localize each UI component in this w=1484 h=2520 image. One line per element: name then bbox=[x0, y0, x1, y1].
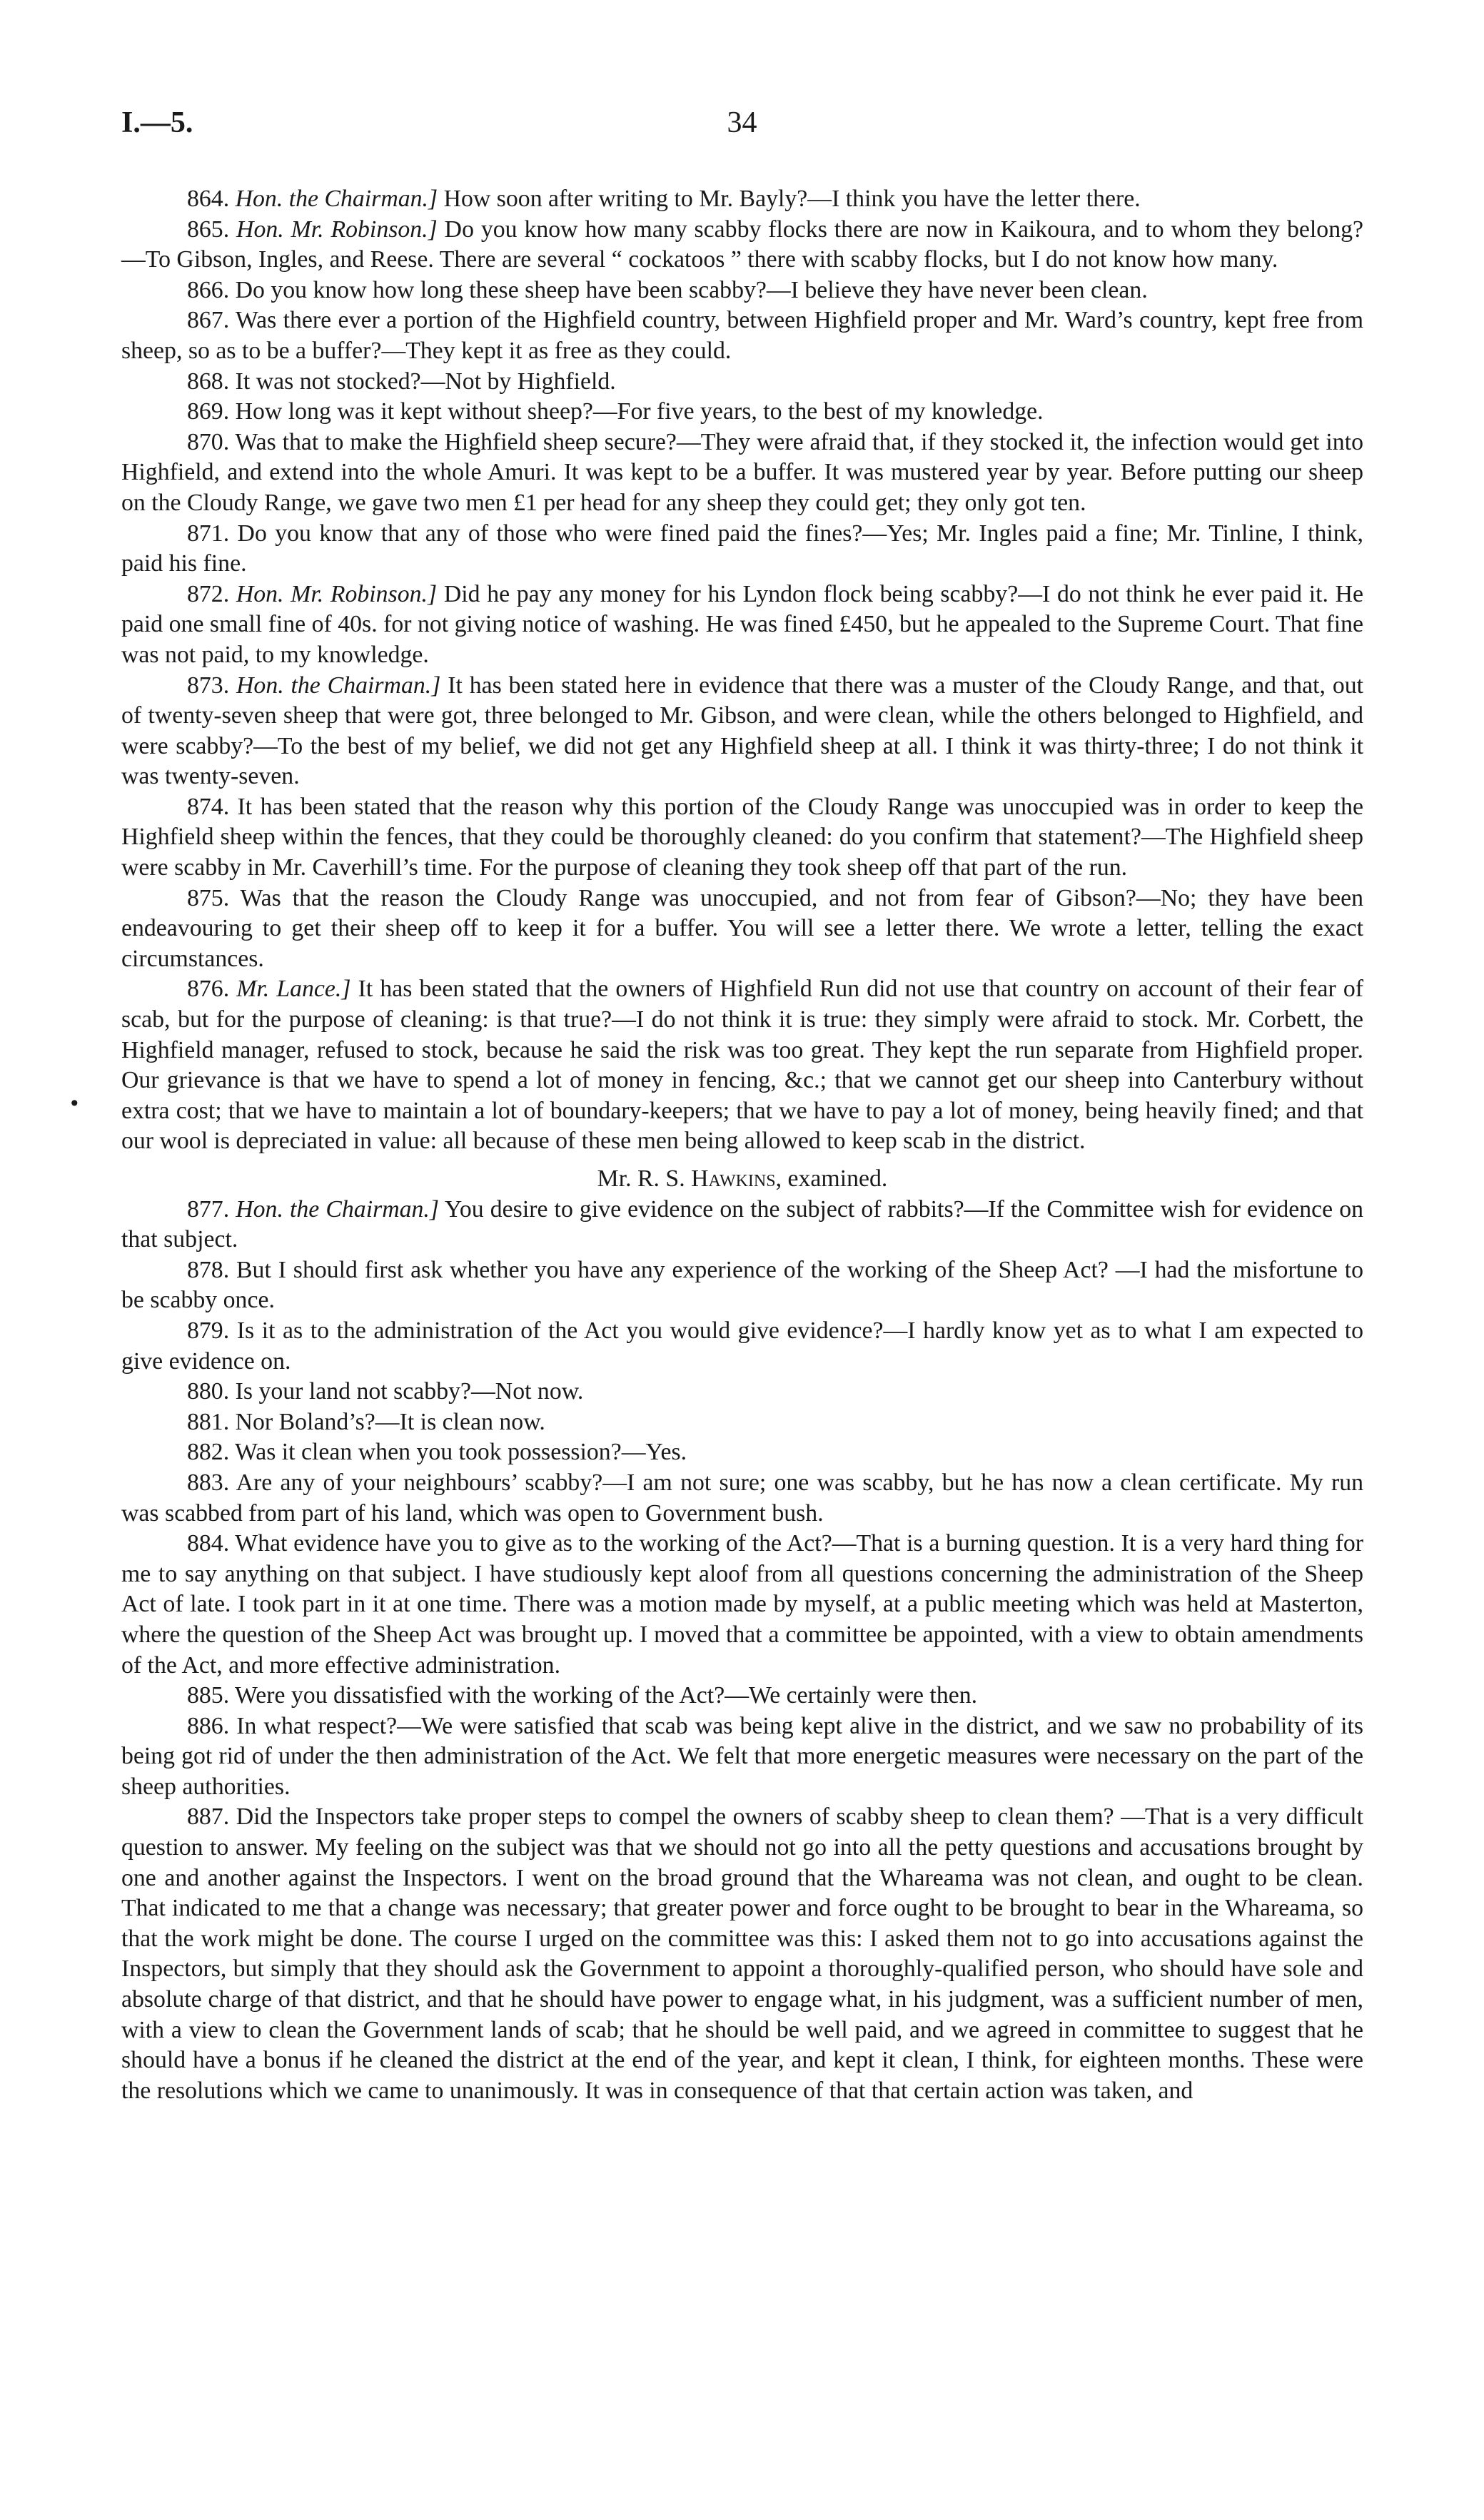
question-text: Was it clean when you took possession?—Yes. bbox=[235, 1439, 687, 1466]
question-paragraph bbox=[121, 367, 1363, 398]
margin-mark: • bbox=[69, 1092, 81, 1115]
question-text: In what respect?—We were satisfied that scab was being kept alive in the district, and we saw no probability of its being got rid of under the then administration of the Act. We felt that more energetic measures were necessary on the part of the sheep authorities. bbox=[121, 1712, 1363, 1800]
question-paragraph bbox=[121, 427, 1363, 519]
question-text: Were you dissatisfied with the working of the Act?—We certainly were then. bbox=[235, 1682, 978, 1709]
question-paragraph bbox=[121, 671, 1363, 792]
question-text: Do you know that any of those who were fined paid the fines?—Yes; Mr. Ingles paid a fine; Mr. Tinline, I think, paid his fine. bbox=[121, 520, 1363, 577]
speaker-name: Hon. the Chairman.] bbox=[235, 186, 438, 212]
evidence-section-1 bbox=[121, 184, 1363, 1157]
question-paragraph bbox=[121, 184, 1363, 215]
question-number: 877. bbox=[187, 1195, 230, 1223]
question-number: 886. bbox=[187, 1712, 230, 1739]
question-paragraph bbox=[121, 1529, 1363, 1681]
witness-prefix: Mr. R. S. bbox=[597, 1165, 685, 1192]
question-text: Is it as to the administration of the Act you would give evidence?—I hardly know yet as to what I am expected to give evidence on. bbox=[121, 1317, 1364, 1375]
speaker-name: Hon. the Chairman.] bbox=[236, 1195, 440, 1223]
question-text: Are any of your neighbours’ scabby?—I am not sure; one was scabby, but he has now a clean certificate. My run was scabbed from part of his land, which was open to Government bush. bbox=[121, 1469, 1363, 1527]
question-number: 883. bbox=[187, 1469, 230, 1496]
question-paragraph bbox=[121, 1711, 1363, 1803]
question-text: It has been stated that the owners of Highfield Run did not use that country on account of their fear of scab, but for the purpose of cleaning: is that true?—I do not think it is true: they simply were afraid to stock. Mr. Corbett, the Highfield manager, refused to stock, because he said the risk was too great. They kept the run separate from Highfield proper. Our grievance is that we have to spend a lot of money in fencing, &c.; that we cannot get our sheep into Canterbury without extra cost; that we have to maintain a lot of boundary-keepers; that we have to pay a lot of money, being heavily fined; and that our wool is depreciated in value: all because of these men being allowed to keep scab in the district. bbox=[121, 976, 1363, 1155]
page-number: 34 bbox=[727, 106, 757, 139]
question-number: 866. bbox=[187, 276, 230, 303]
question-text: You desire to give evidence on the subject of rabbits?—If the Committee wish for evidence on that subject. bbox=[121, 1195, 1364, 1253]
question-paragraph bbox=[121, 215, 1363, 275]
question-number: 865. bbox=[187, 216, 230, 243]
witness-suffix: , examined. bbox=[775, 1165, 888, 1192]
question-paragraph bbox=[121, 1316, 1363, 1377]
question-number: 880. bbox=[187, 1378, 230, 1405]
question-number: 878. bbox=[187, 1256, 230, 1283]
question-paragraph bbox=[121, 1195, 1363, 1255]
question-text: But I should first ask whether you have any experience of the working of the Sheep Act? —I had the misfortune to be scabby once. bbox=[121, 1256, 1363, 1314]
speaker-name: Hon. Mr. Robinson.] bbox=[236, 580, 438, 607]
question-paragraph bbox=[121, 397, 1363, 427]
question-paragraph bbox=[121, 1437, 1363, 1468]
question-paragraph bbox=[121, 580, 1363, 671]
page-header bbox=[121, 106, 1363, 156]
question-text: Did the Inspectors take proper steps to compel the owners of scabby sheep to clean them? —That is a very difficult question to answer. My feeling on the subject was that we should not go into all the petty questions and accusations brought by one and another against the Inspectors. I went on the broad ground that the Whareama was not clean, and ought to be clean. That indicated to me that a change was necessary; that greater power and force ought to be brought to bear in the Whareama, so that the work might be done. The course I urged on the committee was this: I asked them not to go into accusations against the Inspectors, but simply that they should ask the Government to appoint a thoroughly-qualified person, who should have sole and absolute charge of that district, and that he should have power to engage what, in his judgment, was a sufficient number of men, with a view to clean the Government lands of scab; that he should be well paid, and we agreed in committee to suggest that he should have a bonus if he cleaned the district at the end of the year, and kept it clean, I think, for eighteen months. These were the resolutions which we came to unanimously. It was in consequence of that that certain action was taken, and bbox=[121, 1803, 1363, 2104]
question-text: Nor Boland’s?—It is clean now. bbox=[235, 1408, 545, 1435]
question-text: How soon after writing to Mr. Bayly?—I think you have the letter there. bbox=[443, 186, 1141, 212]
question-text: Did he pay any money for his Lyndon flock being scabby?—I do not think he ever paid it. He paid one small fine of 40s. for not giving notice of washing. He was fined £450, but he appealed to the Supreme Court. That fine was not paid, to my knowledge. bbox=[121, 580, 1364, 668]
question-text: How long was it kept without sheep?—For five years, to the best of my knowledge. bbox=[235, 398, 1044, 425]
speaker-name: Mr. Lance.] bbox=[236, 976, 351, 1003]
evidence-section-2 bbox=[121, 1195, 1363, 2107]
question-number: 882. bbox=[187, 1439, 230, 1466]
question-paragraph bbox=[121, 1468, 1363, 1529]
speaker-name: Hon. the Chairman.] bbox=[236, 672, 441, 699]
question-text: Do you know how long these sheep have been scabby?—I believe they have never been clean. bbox=[235, 276, 1148, 303]
question-number: 884. bbox=[187, 1530, 230, 1557]
question-number: 881. bbox=[187, 1408, 230, 1435]
question-number: 887. bbox=[187, 1803, 230, 1831]
question-text: Was that to make the Highfield sheep secure?—They were afraid that, if they stocked it, the infection would get into Highfield, and extend into the whole Amuri. It was kept to be a buffer. It was mustered year by year. Before putting our sheep on the Cloudy Range, we gave two men £1 per head for any sheep they could get; they only got ten. bbox=[121, 428, 1363, 516]
document-reference: I.—5. bbox=[121, 106, 193, 139]
question-text: What evidence have you to give as to the working of the Act?—That is a burning question. It is a very hard thing for me to say anything on that subject. I have studiously kept aloof from all questions concerning the administration of the Sheep Act of late. I took part in it at one time. There was a motion made by myself, at a public meeting which was held at Masterton, where the question of the Sheep Act was brought up. I moved that a committee be appointed, with a view to obtain amendments of the Act, and more effective administration. bbox=[121, 1530, 1363, 1679]
question-number: 873. bbox=[187, 672, 230, 699]
witness-name: Hawkins bbox=[691, 1165, 776, 1192]
question-paragraph bbox=[121, 1681, 1363, 1711]
question-number: 864. bbox=[187, 186, 230, 212]
question-number: 869. bbox=[187, 398, 230, 425]
question-number: 875. bbox=[187, 884, 230, 911]
question-paragraph bbox=[121, 1802, 1363, 2106]
question-number: 879. bbox=[187, 1317, 230, 1344]
witness-heading bbox=[121, 1164, 1363, 1195]
question-number: 868. bbox=[187, 368, 230, 395]
question-text: Do you know how many scabby flocks there are now in Kaikoura, and to whom they belong?—To Gibson, Ingles, and Reese. There are several “ cockatoos ” there with scabby flocks, but I do not know how many. bbox=[121, 216, 1363, 273]
question-paragraph bbox=[121, 1377, 1363, 1407]
question-number: 876. bbox=[187, 976, 230, 1003]
question-number: 870. bbox=[187, 428, 230, 455]
question-paragraph bbox=[121, 519, 1363, 580]
speaker-name: Hon. Mr. Robinson.] bbox=[236, 216, 438, 243]
question-paragraph bbox=[121, 792, 1363, 884]
question-paragraph bbox=[121, 305, 1363, 366]
question-number: 874. bbox=[187, 793, 230, 820]
evidence-text bbox=[121, 184, 1363, 2106]
question-text: It was not stocked?—Not by Highfield. bbox=[235, 368, 616, 395]
question-text: Is your land not scabby?—Not now. bbox=[235, 1378, 584, 1405]
question-paragraph bbox=[121, 275, 1363, 306]
question-text: It has been stated that the reason why this portion of the Cloudy Range was unoccupied was in order to keep the Highfield sheep within the fences, that they could be thoroughly cleaned: do you confirm that statement?—The Highfield sheep were scabby in Mr. Caverhill’s time. For the purpose of cleaning they took sheep off that part of the run. bbox=[121, 793, 1363, 881]
question-paragraph bbox=[121, 974, 1363, 1157]
question-paragraph bbox=[121, 884, 1363, 975]
question-number: 871. bbox=[187, 520, 230, 547]
question-number: 885. bbox=[187, 1682, 230, 1709]
question-text: Was there ever a portion of the Highfield country, between Highfield proper and Mr. Ward’s country, kept free from sheep, so as to be a buffer?—They kept it as free as they could. bbox=[121, 307, 1363, 364]
question-text: Was that the reason the Cloudy Range was unoccupied, and not from fear of Gibson?—No; they have been endeavouring to get their sheep off to keep it for a buffer. You will see a letter there. We wrote a letter, telling the exact circumstances. bbox=[121, 884, 1363, 972]
question-paragraph bbox=[121, 1255, 1363, 1316]
question-paragraph bbox=[121, 1407, 1363, 1438]
question-number: 867. bbox=[187, 307, 230, 334]
question-text: It has been stated here in evidence that there was a muster of the Cloudy Range, and that, out of twenty-seven sheep that were got, three belonged to Mr. Gibson, and were clean, while the others belonged to Highfield, and were scabby?—To the best of my belief, we did not get any Highfield sheep at all. I think it was thirty-three; I do not think it was twenty-seven. bbox=[121, 672, 1364, 790]
question-number: 872. bbox=[187, 580, 230, 607]
